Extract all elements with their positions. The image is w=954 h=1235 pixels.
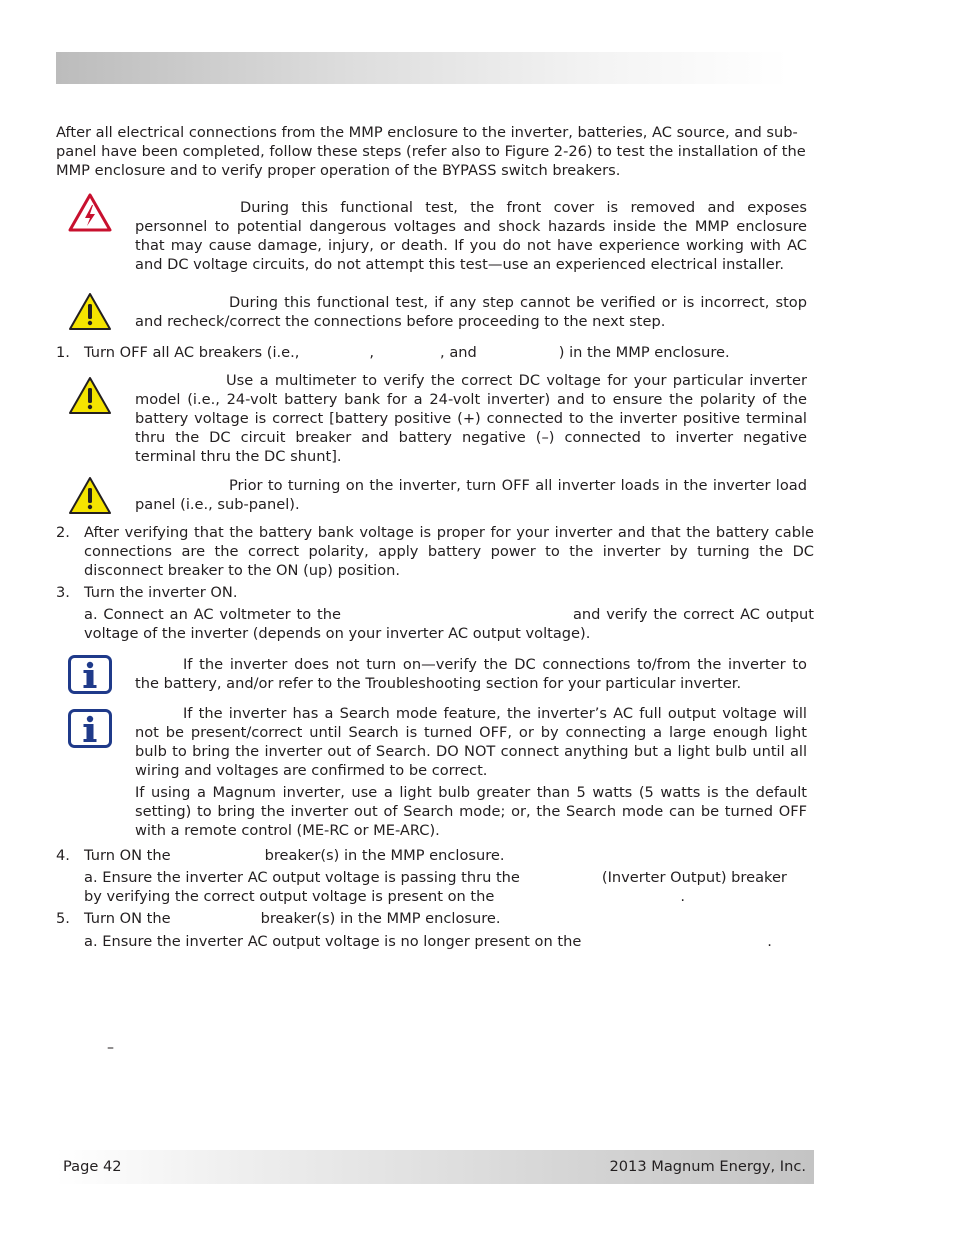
caution-text-2: Use a multimeter to verify the correct DC voltage for your particular inverter model (i.e., 24-volt battery bank for a 24-volt inverter) and to ensure the polarity of the battery voltage is correct [battery positive (+) connected to the inverter positive terminal thru the DC circuit breaker and battery negative (–) connected to inverter negative terminal thru the DC shunt]. [135, 372, 807, 465]
step-1-text-d: ) in the MMP enclosure. [558, 344, 730, 361]
step-2-text: After verifying that the battery bank voltage is proper for your inverter and that the battery cable connections are the correct polarity, apply battery power to the inverter by turning the DC disconnect breaker to the ON (up) position. [84, 524, 814, 579]
step-5-text-b: breaker(s) in the MMP enclosure. [260, 910, 501, 927]
step-4a-text-a: a. Ensure the inverter AC output voltage is passing thru the [84, 869, 520, 886]
step-5a-text-b: . [767, 933, 772, 950]
step-3a-text-a: a. Connect an AC voltmeter to the [84, 606, 341, 623]
step-4-text-a: Turn ON the [84, 847, 171, 864]
footer-copyright: 2013 Magnum Energy, Inc. [609, 1158, 806, 1175]
step-3-text: Turn the inverter ON. [84, 584, 238, 601]
step-4 [56, 846, 814, 865]
step-1-text-b: , [369, 344, 375, 361]
step-4a-text-c: by verifying the correct output voltage is present on the [84, 888, 495, 905]
info-text-2: If the inverter has a Search mode feature, the inverter’s AC full output voltage will not be present/correct until Search is turned OFF, or by connecting a large enough light bulb to bring the inverter out of Search. DO NOT connect anything but a light bulb until all wiring and voltages are confirmed to be correct. [135, 705, 807, 779]
shock-warning-text: During this functional test, the front cover is removed and exposes personnel to potential dangerous voltages and shock hazards inside the MMP enclosure that may cause damage, injury, or death. If you do not have experience working with AC and DC voltage circuits, do not attempt this test—use an experienced electrical installer. [135, 199, 807, 273]
caution-text-3: Prior to turning on the inverter, turn OFF all inverter loads in the inverter load panel (i.e., sub-panel). [135, 477, 807, 513]
step-3a [84, 605, 814, 643]
step-1 [56, 343, 814, 362]
step-3a-text-b: and verify the correct AC output voltage of the inverter (depends on your inverter AC output voltage). [84, 606, 814, 642]
step-number: 1. [56, 344, 70, 361]
step-5a [84, 932, 814, 951]
header-bar [56, 52, 788, 84]
stray-dash: – [107, 1040, 114, 1056]
intro-paragraph: After all electrical connections from the MMP enclosure to the inverter, batteries, AC source, and sub-panel have been completed, follow these steps (refer also to Figure 2-26) to test the installation of the MMP enclosure and to verify proper operation of the BYPASS switch breakers. [56, 124, 806, 179]
step-3 [56, 583, 814, 602]
step-number: 3. [56, 584, 70, 601]
page-number: Page 42 [63, 1158, 122, 1175]
caution-icon [68, 476, 112, 516]
step-5-text-a: Turn ON the [84, 910, 171, 927]
step-4a [84, 868, 814, 887]
step-5 [56, 909, 814, 928]
info-text-1: If the inverter does not turn on—verify the DC connections to/from the inverter to the battery, and/or refer to the Troubleshooting section for your particular inverter. [135, 656, 807, 692]
info-icon [68, 655, 112, 695]
step-5a-text-a: a. Ensure the inverter AC output voltage is no longer present on the [84, 933, 582, 950]
step-1-text-c: , and [440, 344, 477, 361]
info-icon [68, 709, 112, 749]
step-1-text-a: Turn OFF all AC breakers (i.e., [84, 344, 300, 361]
shock-hazard-icon [68, 193, 112, 233]
step-2 [56, 523, 814, 580]
step-4a-cont [84, 887, 814, 906]
step-number: 2. [56, 524, 70, 541]
step-4a-text-b: (Inverter Output) breaker [601, 869, 787, 886]
step-number: 4. [56, 847, 70, 864]
step-number: 5. [56, 910, 70, 927]
caution-icon [68, 376, 112, 416]
caution-icon [68, 292, 112, 332]
caution-text-1: During this functional test, if any step cannot be verified or is incorrect, stop and recheck/correct the connections before proceeding to the next step. [135, 294, 807, 330]
info-text-2b: If using a Magnum inverter, use a light bulb greater than 5 watts (5 watts is the default setting) to bring the inverter out of Search mode; or, the Search mode can be turned OFF with a remote control (ME-RC or ME-ARC). [135, 784, 807, 839]
step-4-text-b: breaker(s) in the MMP enclosure. [264, 847, 505, 864]
step-4a-text-d: . [680, 888, 686, 905]
